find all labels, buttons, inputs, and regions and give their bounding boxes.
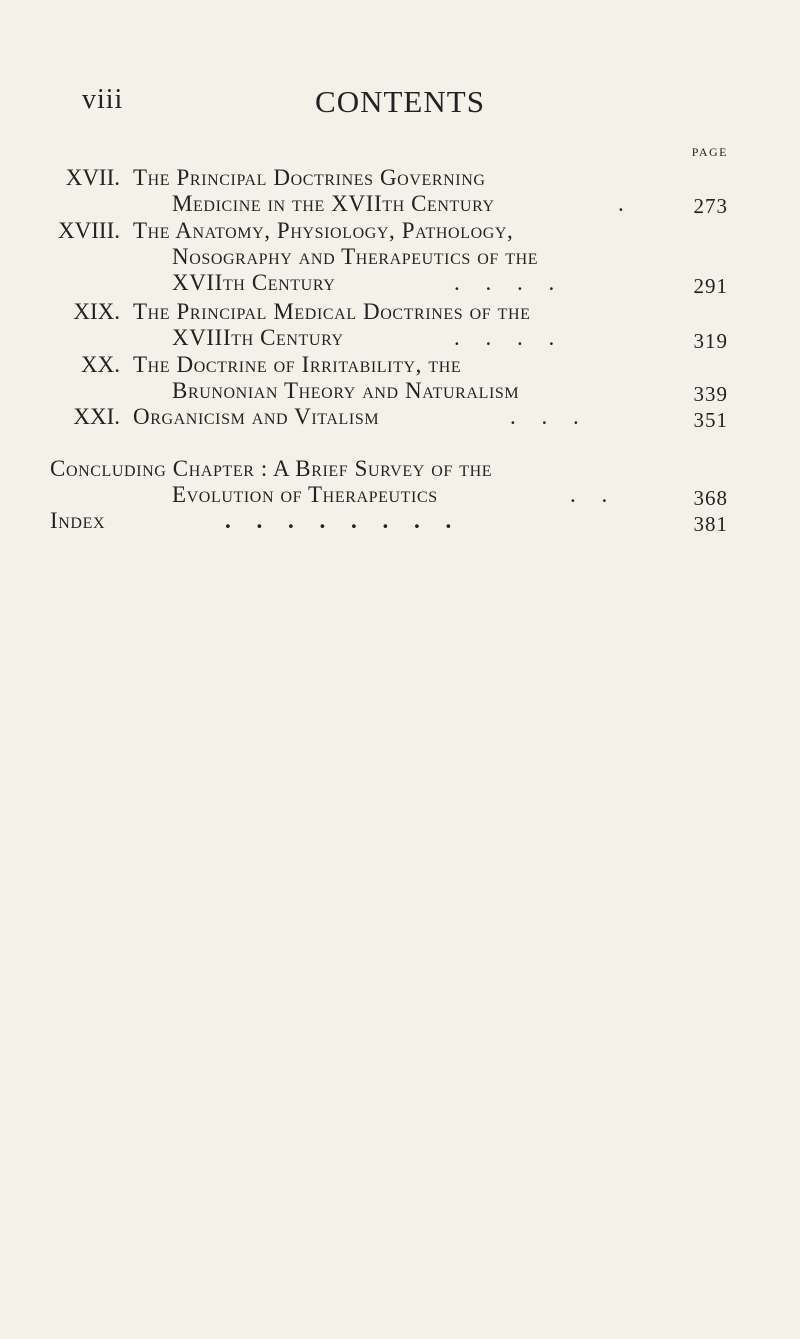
dot-leader: . . . . (454, 270, 555, 295)
page-column-label: PAGE (691, 145, 728, 159)
chapter-title-line: Evolution of Therapeutics (172, 482, 438, 507)
chapter-number: XVIII. (58, 218, 120, 243)
chapter-number: XIX. (73, 299, 120, 324)
chapter-title-line: Organicism and Vitalism (133, 404, 380, 429)
page-number: 351 (693, 408, 728, 432)
page-number: 319 (693, 329, 728, 353)
chapter-title-line: The Doctrine of Irritability, the (133, 352, 462, 377)
page-number: 339 (693, 382, 728, 406)
chapter-title-line: Medicine in the XVIIth Century (172, 191, 495, 216)
page-folio: viii (82, 84, 124, 115)
chapter-title-line: Nosography and Therapeutics of the (172, 244, 539, 269)
chapter-title-line: The Anatomy, Physiology, Pathology, (133, 218, 514, 243)
chapter-title-line: Brunonian Theory and Naturalism (172, 378, 520, 403)
chapter-number: XVII. (65, 165, 120, 190)
dot-leader: . (618, 191, 624, 216)
chapter-number: XXI. (73, 404, 120, 429)
page-number: 291 (693, 274, 728, 298)
page-number: 381 (693, 512, 728, 536)
dot-leader: . . . . (454, 325, 555, 350)
page-number: 368 (693, 486, 728, 510)
page-number: 273 (693, 194, 728, 218)
dot-leader: . . (570, 482, 608, 507)
chapter-title-line: Index (50, 508, 106, 533)
chapter-title-line: XVIIth Century (172, 270, 336, 295)
chapter-title-line: The Principal Medical Doctrines of the (133, 299, 531, 324)
dot-leader: . . . . . . . . (225, 508, 452, 533)
chapter-title-line: XVIIIth Century (172, 325, 344, 350)
chapter-title-line: Concluding Chapter : A Brief Survey of the (50, 456, 493, 481)
running-title: CONTENTS (315, 84, 485, 119)
chapter-title-line: The Principal Doctrines Governing (133, 165, 486, 190)
chapter-number: XX. (81, 352, 120, 377)
dot-leader: . . . (510, 404, 579, 429)
